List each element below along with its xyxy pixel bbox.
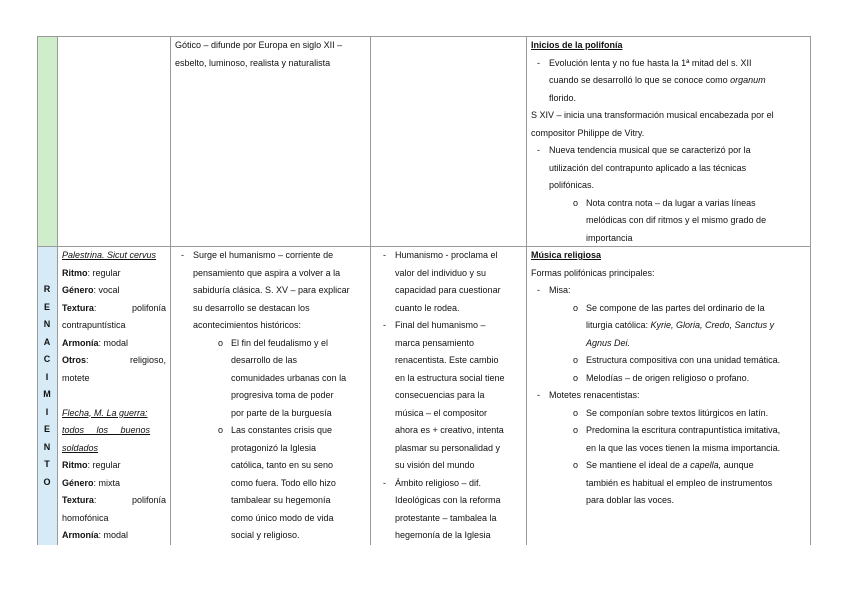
text-line: protestante – tambalea la [395,512,497,523]
text-line: comunidades urbanas con la [231,372,347,383]
text-line: Se componían sobre textos litúrgicos en latín. [586,407,769,418]
text-line: capacidad para cuestionar [395,285,501,295]
text-line: para doblar las voces. [586,495,675,505]
field-value: : modal [98,530,129,540]
text-line: plasmar su personalidad y [395,442,501,453]
text-line: melódicas con dif ritmos y el mismo grado de [586,215,767,225]
title-letter: T [44,459,50,469]
field-value: : regular [87,267,121,278]
row2-col1-works [62,247,166,545]
text-line: música – el compositor [395,407,488,418]
row1-col4-text [531,37,774,247]
title-letter: O [43,476,51,487]
row2-col4-music [531,247,781,510]
text-line: acontecimientos históricos: [193,320,302,330]
text-line: Ideológicas con la reforma [395,495,501,505]
text-line: Melodías – de origen religioso o profano. [586,372,750,383]
circle-bullet: o [573,425,579,435]
dash-bullet: - [181,250,184,260]
field-value: : [93,302,97,313]
text-line: Formas polifónicas principales: [531,267,655,278]
italic-term: Kyrie, Gloria, Credo, Sanctus y [650,320,775,330]
text-line: Gótico – difunde por Europa en siglo XII – [175,40,343,50]
field-label: Textura [62,495,94,505]
text-line: aunque [721,460,754,470]
text-line: cuando se desarrolló lo que se conoce como [549,75,731,85]
text-line: pensamiento que aspira a volver a la [193,267,341,278]
title-letter: M [43,389,51,399]
text-line: católica, tanto en su seno [231,460,334,470]
text-line: Se compone de las partes del ordinario de la [586,302,765,313]
field-value: polifonía [131,302,166,313]
field-label: Armonía [62,337,99,348]
vertical-title-renacimiento [37,281,57,491]
dash-bullet: - [537,390,540,400]
text-line: marca pensamiento [395,337,475,348]
text-line: Surge el humanismo – corriente de [193,250,334,260]
text-line: hegemonía de la Iglesia [395,530,491,540]
text-line: S XIV – inicia una transformación musical encabezada por el [531,110,774,120]
field-value: homofónica [62,512,109,523]
text-line: en la que las voces tienen la misma importancia. [586,442,781,453]
field-label: Ritmo [62,460,88,470]
text-line: valor del individuo y su [395,267,487,278]
circle-bullet: o [573,302,579,313]
text-line: cuanto le rodea. [395,302,460,313]
text-line: Humanismo - proclama el [395,250,498,260]
dash-bullet: - [537,57,540,68]
work-title: todos los buenos [62,425,151,435]
text-line: su desarrollo se destacan los [193,302,310,313]
text-line: en la estructura social tiene [395,372,505,383]
dash-bullet: - [537,145,540,155]
title-letter: I [45,406,49,417]
circle-bullet: o [573,407,579,418]
row2-col2-context [175,247,350,545]
text-line: Estructura compositiva con una unidad temática. [586,355,781,365]
work-title: soldados [62,442,99,453]
text-line: como fuera. Todo ello hizo [231,477,336,488]
dash-bullet: - [383,250,386,260]
italic-term: Agnus Dei. [586,337,631,348]
row1-col2-text [175,37,342,72]
field-value: religioso, [129,355,166,365]
title-letter: E [43,424,50,434]
field-label: Textura [62,302,94,313]
circle-bullet: o [218,425,224,435]
row1-color-cell [37,36,57,246]
field-value: motete [62,372,90,383]
circle-bullet: o [573,355,579,365]
circle-bullet: o [573,460,579,470]
text-line: Nueva tendencia musical que se caracterizó por la [549,145,751,155]
text-line: social y religioso. [231,530,300,540]
text-line: polifónicas. [549,180,595,190]
field-label: Ritmo [62,267,88,278]
italic-term: organum [730,75,766,85]
text-line: su visión del mundo [395,460,475,470]
field-label: Armonía [62,530,99,540]
text-line: importancia [586,232,633,243]
field-label: Otros [62,355,87,365]
title-letter: A [43,336,51,347]
dash-bullet: - [537,285,540,295]
text-line: Evolución lenta y no fue hasta la 1ª mitad del s. XII [549,57,752,68]
field-label: Género [62,285,94,295]
field-value: : modal [98,337,129,348]
text-line: protagonizó la Iglesia [231,442,317,453]
text-line: Las constantes crisis que [231,425,333,435]
text-line: liturgia católica: [586,320,651,330]
work-title: Flecha, M. La guerra: [62,407,148,418]
text-line: Predomina la escritura contrapuntística imitativa, [586,425,781,435]
text-line: consecuencias para la [395,390,485,400]
text-line: Ámbito religioso – dif. [395,477,482,488]
text-line: también es habitual el empleo de instrumentos [586,477,773,488]
text-line: renacentista. Este cambio [395,355,499,365]
title-letter: I [45,371,49,382]
field-value: polifonía [131,495,166,505]
italic-term: a capella, [682,460,722,470]
text-line: esbelto, luminoso, realista y naturalista [175,57,331,68]
text-line: Nota contra nota – da lugar a varias líneas [586,197,756,208]
title-letter: N [43,319,51,329]
text-line: como único modo de vida [231,512,334,523]
circle-bullet: o [573,197,579,208]
circle-bullet: o [218,337,224,348]
section-heading: Música religiosa [531,250,602,260]
text-line: Se mantiene el ideal de [586,460,683,470]
title-letter: E [43,301,50,312]
text-line: El fin del feudalismo y el [231,337,329,348]
text-line: ahora es + creativo, intenta [395,425,504,435]
text-line: utilización del contrapunto aplicado a las técnicas [549,162,747,173]
text-line: florido. [549,92,577,103]
title-letter: N [43,441,51,452]
text-line: Final del humanismo – [395,320,486,330]
text-line: progresiva toma de poder [231,390,334,400]
field-value: : regular [87,460,121,470]
text-line: sabiduría clásica. S. XV – para explicar [193,285,350,295]
field-label: Género [62,477,94,488]
work-title: Palestrina. Sicut cervus [62,250,157,260]
field-value: : [93,495,97,505]
text-line: Motetes renacentistas: [549,390,640,400]
dash-bullet: - [383,477,386,488]
text-line: compositor Philippe de Vitry. [531,127,645,138]
circle-bullet: o [573,372,579,383]
dash-bullet: - [383,320,386,330]
field-value: : vocal [93,285,120,295]
text-line: Misa: [549,285,571,295]
title-letter: C [43,354,51,364]
text-line: tambalear su hegemonía [231,495,331,505]
text-line: por parte de la burguesía [231,407,332,418]
row2-col3-thought [375,247,505,545]
text-line: desarrollo de las [231,355,298,365]
field-value: contrapuntística [62,320,126,330]
section-heading: Inicios de la polifonía [531,40,623,50]
field-value: : [86,355,89,365]
field-value: : mixta [93,477,121,488]
title-letter: R [43,284,51,294]
